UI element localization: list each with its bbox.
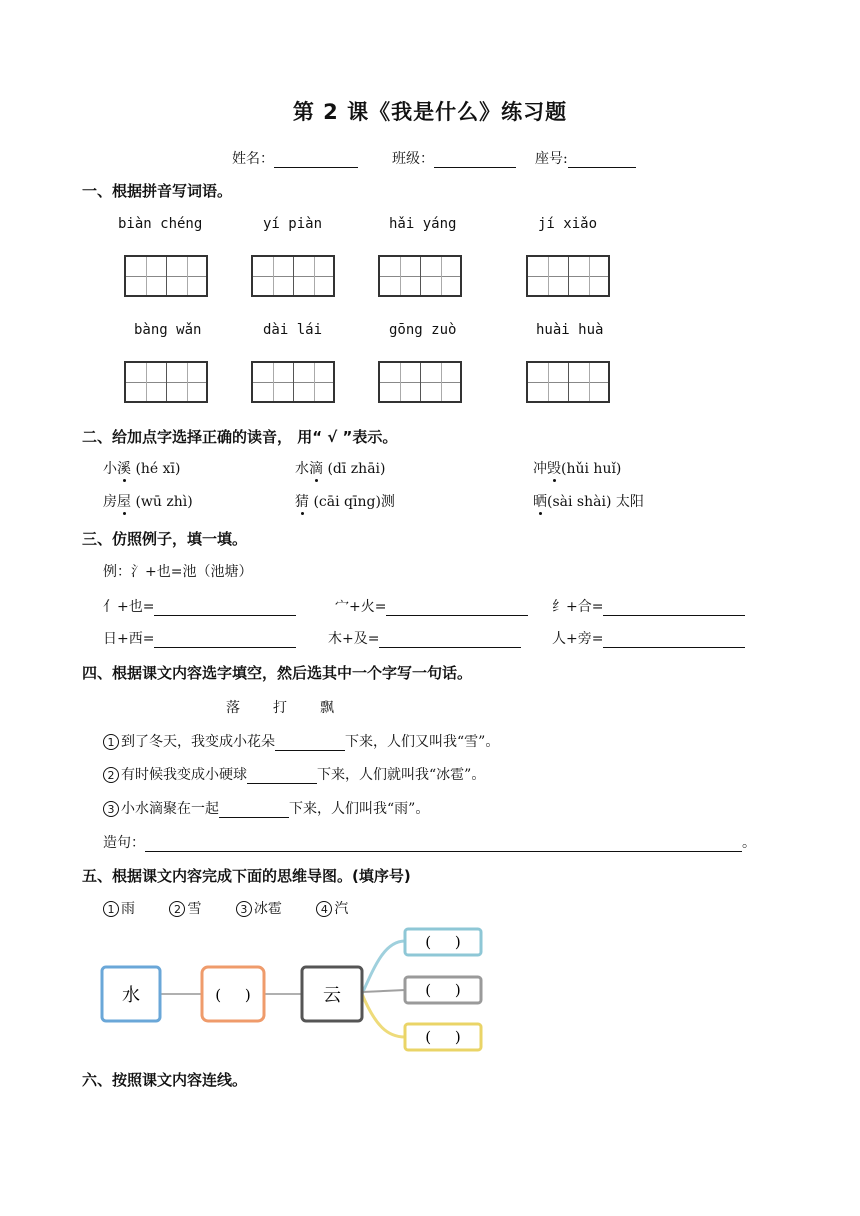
class-label: 班级：: [392, 151, 434, 167]
compose-label: 亻+也=: [103, 599, 155, 615]
sentence-part: 下来，人们叫我“雨”。: [289, 801, 430, 817]
option-item: [316, 901, 348, 917]
make-sentence[interactable]: [103, 832, 756, 852]
dotted-char: 屋: [117, 494, 131, 510]
section-6-heading: 六、按照课文内容连线。: [82, 1071, 248, 1089]
section-3-heading: 三、仿照例子，填一填。: [82, 530, 248, 548]
option-text: 冰雹: [253, 901, 282, 917]
circled-number: 3: [103, 801, 119, 817]
pinyin-6: dài lái: [263, 322, 323, 338]
pinyin-4: jí xiǎo: [538, 216, 598, 232]
sentence-part: 小水滴聚在一起: [121, 801, 219, 817]
char: 房: [103, 494, 117, 510]
answer-blank[interactable]: [386, 601, 528, 616]
pinyin-options: (sài shài) 太阳: [547, 494, 644, 510]
paren-top: ( ): [425, 933, 461, 951]
circled-number: 2: [169, 901, 185, 917]
reading-item[interactable]: [533, 458, 621, 478]
page-title: 第 2 课《我是什么》练习题: [292, 100, 568, 124]
sentence-part: 有时候我变成小硬球: [121, 767, 247, 783]
sentence-end: 。: [742, 835, 756, 851]
answer-blank[interactable]: [219, 803, 289, 818]
circled-number: 4: [316, 901, 332, 917]
compose-item[interactable]: [103, 628, 296, 648]
pinyin-options: (wū zhì): [131, 494, 193, 510]
option-item: [169, 901, 201, 917]
compose-item[interactable]: [335, 596, 528, 616]
char: 水: [295, 461, 309, 477]
section-4-heading: 四、根据课文内容选字填空，然后选其中一个字写一句话。: [82, 664, 473, 682]
steam-paren: ( ): [215, 986, 251, 1004]
compose-item[interactable]: [328, 628, 521, 648]
choice-word: 打: [273, 700, 287, 716]
answer-blank[interactable]: [603, 633, 745, 648]
class-field[interactable]: [392, 148, 516, 168]
choice-word: 落: [226, 700, 240, 716]
answer-blank[interactable]: [275, 736, 345, 751]
branch-bottom: [362, 994, 405, 1037]
fill-sentence-2[interactable]: [103, 764, 485, 784]
dotted-char: 溪: [117, 461, 131, 477]
dotted-char: 滴: [309, 461, 323, 477]
seat-label: 座号:: [535, 151, 568, 167]
writing-grid[interactable]: [378, 361, 462, 403]
writing-grid[interactable]: [251, 361, 335, 403]
pinyin-1: biàn chéng: [118, 216, 203, 232]
example-text: 例：氵+也=池（池塘）: [103, 564, 253, 580]
writing-grid[interactable]: [124, 255, 208, 297]
dotted-char: 猜: [295, 494, 309, 510]
pinyin-8: huài huà: [536, 322, 604, 338]
option-text: 汽: [334, 901, 349, 917]
compose-item[interactable]: [552, 596, 745, 616]
dotted-char: 晒: [533, 494, 547, 510]
sentence-part: 到了冬天，我变成小花朵: [121, 734, 275, 750]
seat-blank[interactable]: [568, 153, 636, 168]
seat-field[interactable]: [535, 148, 636, 168]
reading-item[interactable]: [295, 458, 385, 478]
compose-item[interactable]: [103, 596, 296, 616]
writing-grid[interactable]: [526, 255, 610, 297]
compose-label: 人+旁=: [552, 631, 604, 647]
writing-grid[interactable]: [526, 361, 610, 403]
char: 冲: [533, 461, 547, 477]
answer-blank[interactable]: [154, 601, 296, 616]
section-5-heading: 五、根据课文内容完成下面的思维导图。(填序号): [82, 867, 411, 885]
mind-map: [95, 925, 495, 1060]
compose-label: 日+西=: [103, 631, 155, 647]
option-text: 雨: [121, 901, 135, 917]
circled-number: 1: [103, 734, 119, 750]
pinyin-5: bàng wǎn: [134, 322, 202, 338]
reading-item[interactable]: [533, 491, 644, 511]
answer-blank[interactable]: [247, 769, 317, 784]
pinyin-2: yí piàn: [263, 216, 323, 232]
sentence-label: 造句：: [103, 835, 145, 851]
option-text: 雪: [187, 901, 202, 917]
choice-word: 飘: [320, 700, 334, 716]
class-blank[interactable]: [434, 153, 516, 168]
writing-grid[interactable]: [378, 255, 462, 297]
reading-item[interactable]: [103, 458, 181, 478]
branch-top: [362, 941, 405, 994]
paren-middle: ( ): [425, 981, 461, 999]
name-field[interactable]: [232, 148, 358, 168]
fill-sentence-3[interactable]: [103, 798, 429, 818]
section-1-heading: 一、根据拼音写词语。: [82, 182, 233, 200]
sentence-blank[interactable]: [145, 837, 742, 852]
pinyin-7: gōng zuò: [389, 322, 457, 338]
name-blank[interactable]: [274, 153, 358, 168]
fill-sentence-1[interactable]: [103, 731, 499, 751]
reading-item[interactable]: [103, 491, 193, 511]
option-item: [236, 901, 282, 917]
answer-blank[interactable]: [603, 601, 745, 616]
pinyin-3: hǎi yáng: [389, 216, 457, 232]
option-list: [103, 898, 348, 918]
pinyin-options: (hé xī): [131, 461, 181, 477]
compose-label: 宀+火=: [335, 599, 387, 615]
dotted-char: 毁: [547, 461, 561, 477]
circled-number: 1: [103, 901, 119, 917]
paren-bottom: ( ): [425, 1028, 461, 1046]
answer-blank[interactable]: [379, 633, 521, 648]
writing-grid[interactable]: [124, 361, 208, 403]
writing-grid[interactable]: [251, 255, 335, 297]
char: 小: [103, 461, 117, 477]
compose-label: 木+及=: [328, 631, 380, 647]
reading-item[interactable]: [295, 491, 395, 511]
pinyin-options: (cāi qīng)测: [309, 494, 395, 510]
name-label: 姓名：: [232, 151, 274, 167]
pinyin-options: (hǔi huǐ): [561, 461, 622, 477]
branch-middle: [362, 990, 405, 992]
circled-number: 3: [236, 901, 252, 917]
water-label: 水: [122, 985, 140, 1006]
section-2-heading: 二、给加点字选择正确的读音， 用“ √ ”表示。: [82, 428, 398, 446]
compose-label: 纟+合=: [552, 599, 604, 615]
option-item: [103, 901, 135, 917]
compose-item[interactable]: [552, 628, 745, 648]
pinyin-options: (dī zhāi): [323, 461, 386, 477]
circled-number: 2: [103, 767, 119, 783]
cloud-label: 云: [323, 985, 341, 1006]
sentence-part: 下来，人们就叫我“冰雹”。: [317, 767, 486, 783]
sentence-part: 下来，人们又叫我“雪”。: [345, 734, 500, 750]
answer-blank[interactable]: [154, 633, 296, 648]
